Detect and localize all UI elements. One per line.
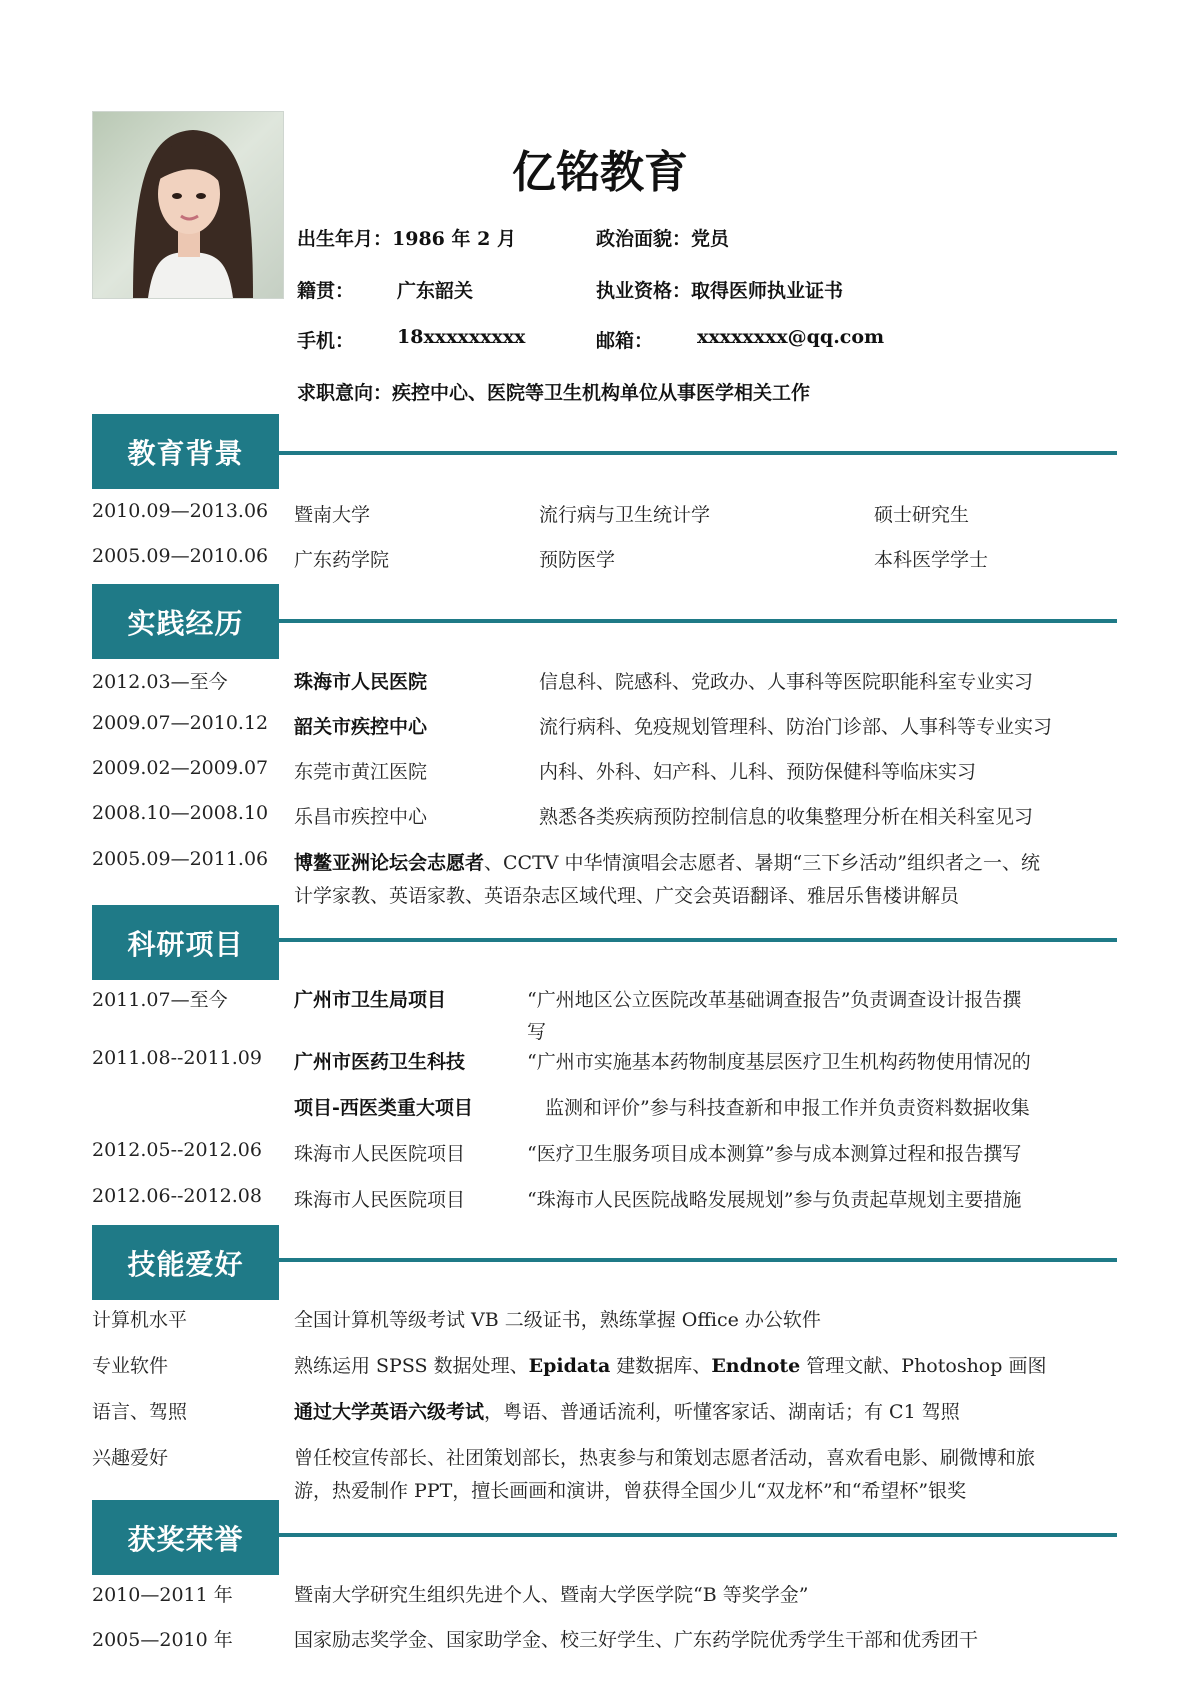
practice-org: 乐昌市疾控中心 (294, 806, 428, 828)
native-value: 广东韶关 (397, 280, 474, 302)
research-desc: “广州地区公立医院改革基础调查报告”负责调查设计报告撰 (527, 989, 1022, 1011)
research-desc: “珠海市人民医院战略发展规划”参与负责起草规划主要措施 (527, 1189, 1022, 1211)
research-date: 2012.06--2012.08 (92, 1185, 262, 1207)
research-org: 珠海市人民医院项目 (294, 1189, 466, 1211)
language-highlight: 通过大学英语六级考试 (294, 1401, 485, 1423)
skill-label: 语言、驾照 (92, 1401, 188, 1423)
phone-label: 手机： (297, 330, 355, 352)
section-education-title: 教育背景 (92, 414, 279, 489)
practice-date: 2008.10—2008.10 (92, 802, 269, 824)
practice-date: 2005.09—2011.06 (92, 848, 269, 870)
research-date: 2012.05--2012.06 (92, 1139, 262, 1161)
practice-desc: 内科、外科、妇产科、儿科、预防保健科等临床实习 (539, 761, 977, 783)
language-text: ，粤语、普通话流利，听懂客家话、湖南话；有 C1 驾照 (484, 1401, 960, 1423)
software-highlight: Epidata (528, 1355, 611, 1377)
native-label: 籍贯： (297, 280, 355, 302)
job-intent: 求职意向：疾控中心、医院等卫生机构单位从事医学相关工作 (297, 382, 811, 404)
research-org: 广州市卫生局项目 (294, 989, 447, 1011)
research-desc: “医疗卫生服务项目成本测算”参与成本测算过程和报告撰写 (527, 1143, 1022, 1165)
volunteer-rest: 、CCTV 中华情演唱会志愿者、暑期“三下乡活动”组织者之一、统 (484, 852, 1040, 874)
practice-desc: 流行病科、免疫规划管理科、防治门诊部、人事科等专业实习 (539, 716, 1053, 738)
edu-date: 2010.09—2013.06 (92, 500, 269, 522)
practice-org: 东莞市黄江医院 (294, 761, 428, 783)
birth-info: 出生年月：1986 年 2 月 (297, 228, 516, 250)
software-text: 建数据库、 (610, 1355, 712, 1377)
section-skills-divider (279, 1258, 1117, 1262)
edu-school: 广东药学院 (294, 549, 390, 571)
skill-computer: 全国计算机等级考试 VB 二级证书，熟练掌握 Office 办公软件 (294, 1309, 821, 1331)
section-research-title: 科研项目 (92, 905, 279, 980)
email-label: 邮箱： (596, 330, 654, 352)
research-desc-cont: 写 (527, 1021, 547, 1043)
section-awards-divider (279, 1533, 1117, 1537)
section-education-divider (279, 451, 1117, 455)
section-practice-divider (279, 619, 1117, 623)
practice-org: 韶关市疾控中心 (294, 716, 428, 738)
practice-date: 2009.07—2010.12 (92, 712, 269, 734)
page-title: 亿铭教育 (512, 147, 688, 198)
edu-date: 2005.09—2010.06 (92, 545, 269, 567)
practice-date: 2009.02—2009.07 (92, 757, 269, 779)
email-value: xxxxxxxx@qq.com (697, 326, 885, 348)
research-org: 珠海市人民医院项目 (294, 1143, 466, 1165)
software-highlight: Endnote (711, 1355, 801, 1377)
practice-desc: 熟悉各类疾病预防控制信息的收集整理分析在相关科室见习 (539, 806, 1034, 828)
section-practice-title: 实践经历 (92, 584, 279, 659)
research-org: 广州市医药卫生科技 (294, 1051, 466, 1073)
research-date: 2011.08--2011.09 (92, 1047, 262, 1069)
award-date: 2010—2011 年 (92, 1584, 233, 1606)
edu-school: 暨南大学 (294, 504, 371, 526)
practice-org: 珠海市人民医院 (294, 671, 428, 693)
phone-value: 18xxxxxxxxx (397, 326, 526, 348)
practice-date: 2012.03—至今 (92, 671, 228, 693)
skill-label: 兴趣爱好 (92, 1447, 169, 1469)
software-text: 熟练运用 SPSS 数据处理、 (294, 1355, 529, 1377)
volunteer-line-2: 计学家教、英语家教、英语杂志区域代理、广交会英语翻译、雅居乐售楼讲解员 (294, 885, 960, 907)
award-desc: 暨南大学研究生组织先进个人、暨南大学医学院“B 等奖学金” (294, 1584, 809, 1606)
edu-major: 流行病与卫生统计学 (539, 504, 711, 526)
skill-label: 计算机水平 (92, 1309, 188, 1331)
software-text: 管理文献、Photoshop 画图 (800, 1355, 1047, 1377)
edu-degree: 本科医学学士 (874, 549, 989, 571)
skill-label: 专业软件 (92, 1355, 169, 1377)
skill-hobby-line-2: 游，热爱制作 PPT，擅长画画和演讲，曾获得全国少儿“双龙杯”和“希望杯”银奖 (294, 1480, 967, 1502)
section-research-divider (279, 938, 1117, 942)
research-desc-cont: 监测和评价”参与科技查新和申报工作并负责资料数据收集 (545, 1097, 1030, 1119)
research-desc: “广州市实施基本药物制度基层医疗卫生机构药物使用情况的 (527, 1051, 1031, 1073)
skill-language (294, 1397, 960, 1424)
license-info: 执业资格：取得医师执业证书 (596, 280, 844, 302)
award-desc: 国家励志奖学金、国家助学金、校三好学生、广东药学院优秀学生干部和优秀团干 (294, 1629, 979, 1651)
skill-software (294, 1351, 1046, 1378)
politics-info: 政治面貌：党员 (596, 228, 730, 250)
research-org-cont: 项目-西医类重大项目 (294, 1097, 473, 1119)
edu-degree: 硕士研究生 (874, 504, 970, 526)
volunteer-highlight: 博鳌亚洲论坛会志愿者 (294, 852, 485, 874)
section-awards-title: 获奖荣誉 (92, 1500, 279, 1575)
practice-desc: 信息科、院感科、党政办、人事科等医院职能科室专业实习 (539, 671, 1034, 693)
research-date: 2011.07—至今 (92, 989, 228, 1011)
skill-hobby-line-1: 曾任校宣传部长、社团策划部长，热衷参与和策划志愿者活动，喜欢看电影、刷微博和旅 (294, 1447, 1036, 1469)
edu-major: 预防医学 (539, 549, 616, 571)
award-date: 2005—2010 年 (92, 1629, 233, 1651)
volunteer-line-1 (294, 848, 1040, 875)
section-skills-title: 技能爱好 (92, 1225, 279, 1300)
